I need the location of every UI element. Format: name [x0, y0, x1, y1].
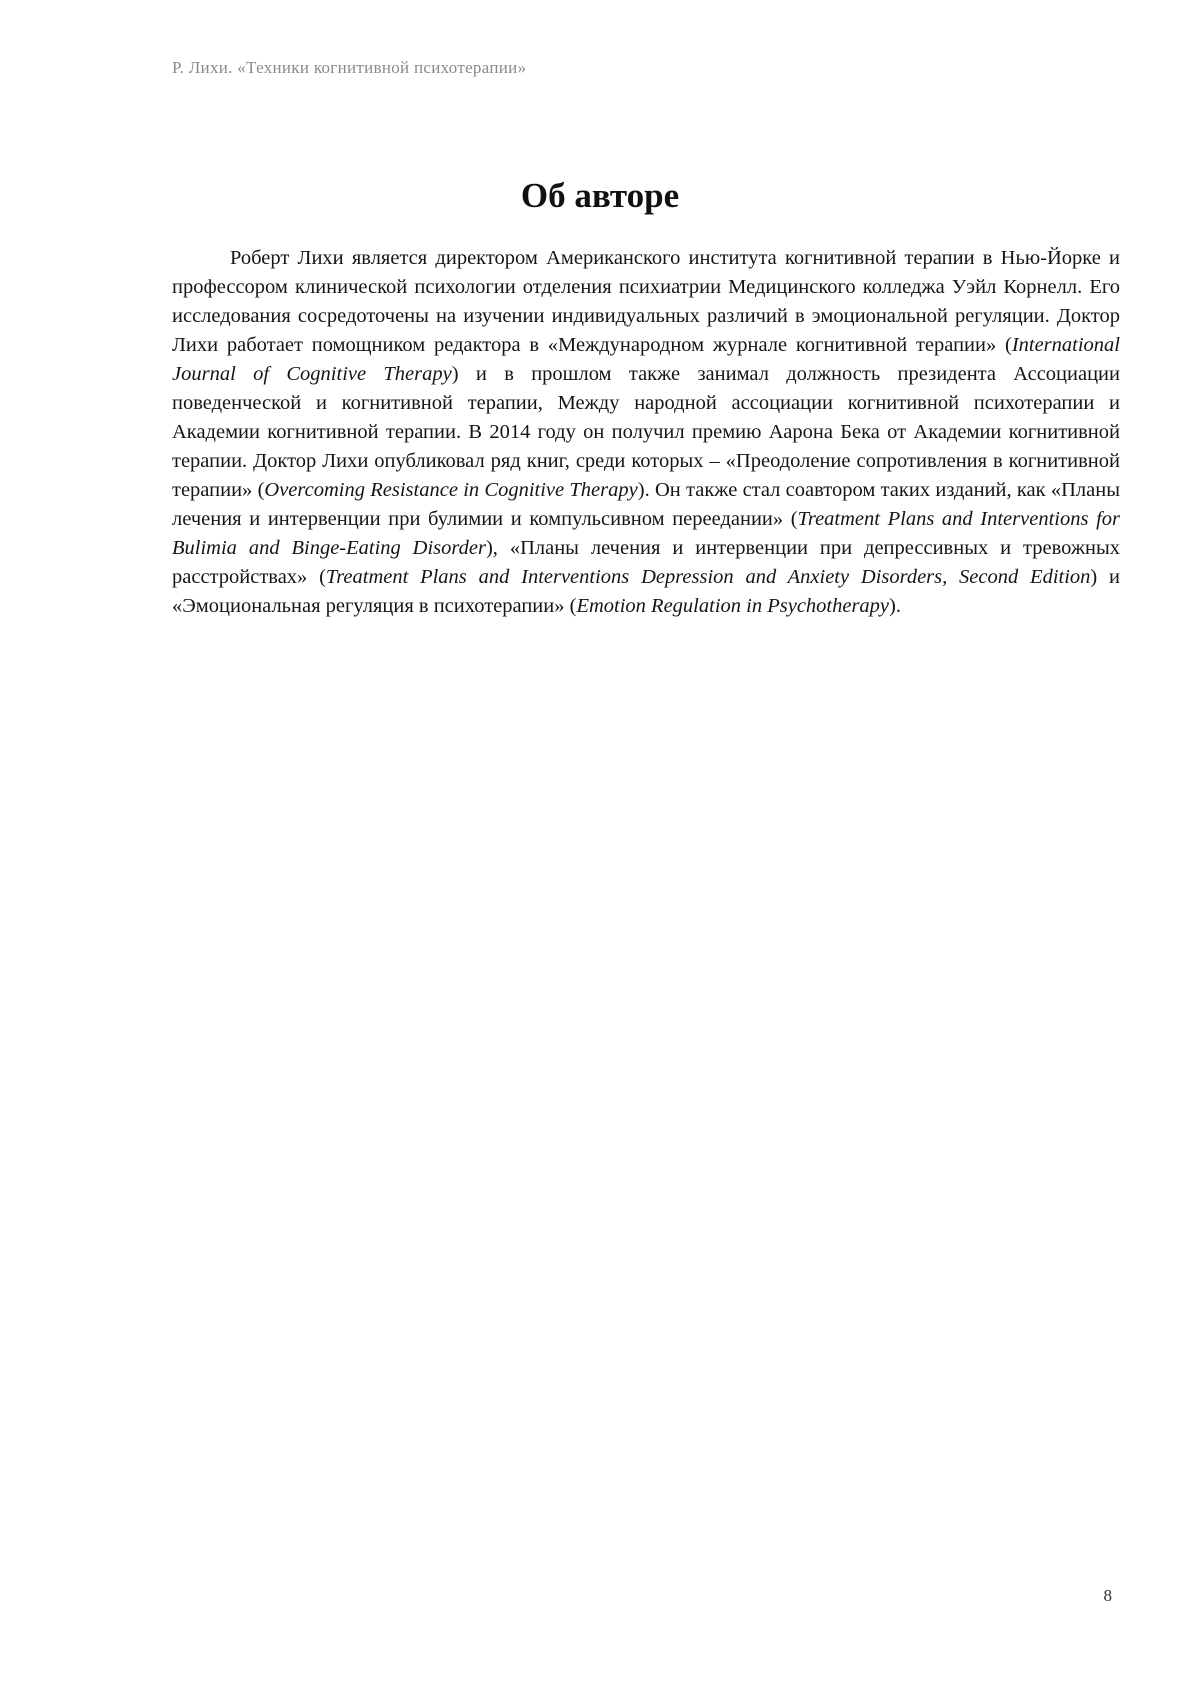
running-header: Р. Лихи. «Техники когнитивной психотерапии» — [172, 58, 527, 77]
bio-text-segment: ) и в прошлом также занимал должность президента Ассоциации поведенческой и когнитивной терапии, Между народной ассоциации когнитивной психотерапии и Академии когнитивной терапии. В 2014 году он получил премию Аарона Бека от Академии когнитивной терапии. Доктор Лихи опубликовал ряд книг, среди которых – «Преодоление сопротивления в когнитивной терапии» ( — [172, 363, 1120, 501]
bio-text-segment: Роберт Лихи является директором Американского института когнитивной терапии в Нью-Йорке и профессором клинической психологии отделения психиатрии Медицинского колледжа Уэйл Корнелл. Его исследования сосредоточены на изучении индивидуальных различий в эмоциональной регуляции. Доктор Лихи работает помощником редактора в «Международном журнале когнитивной терапии» ( — [172, 247, 1120, 356]
bio-text-segment: ). Он также стал соавтором таких изданий, как «Планы лечения и интервенции при булимии и компульсивном переедании» ( — [172, 479, 1121, 530]
bio-text-segment: ). — [889, 595, 901, 617]
bio-italic-title: International Journal of Cognitive Therapy — [172, 334, 1120, 385]
bio-text-segment: ) и «Эмоциональная регуляция в психотерапии» ( — [172, 566, 1120, 617]
page-title: Об авторе — [520, 176, 680, 215]
author-bio-paragraph — [172, 244, 1120, 621]
bio-italic-title: Overcoming Resistance in Cognitive Therapy — [264, 479, 638, 501]
bio-text-segment: ), «Планы лечения и интервенции при депрессивных и тревожных расстройствах» ( — [172, 537, 1121, 588]
bio-italic-title: Emotion Regulation in Psychotherapy — [576, 595, 890, 617]
bio-italic-title: Treatment Plans and Interventions for Bulimia and Binge-Eating Disorder — [172, 508, 1120, 559]
bio-italic-title: Treatment Plans and Interventions Depression and Anxiety Disorders, Second Edition — [325, 566, 1091, 588]
page-number: 8 — [1103, 1586, 1112, 1605]
